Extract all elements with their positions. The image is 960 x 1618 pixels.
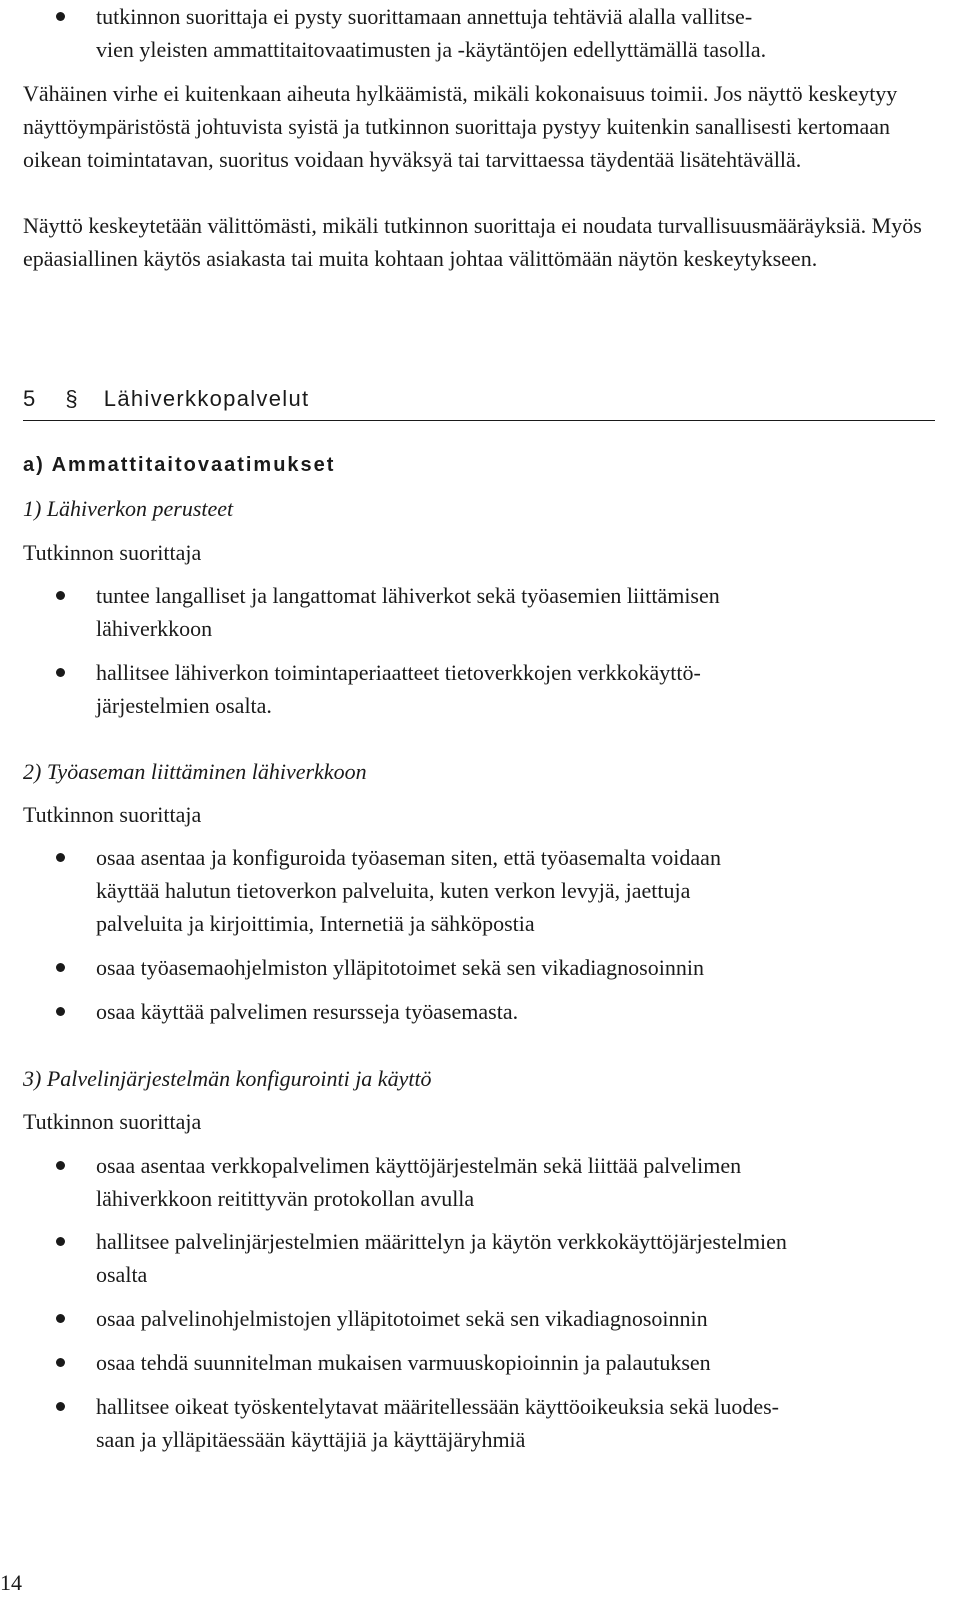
item-subject: Tutkinnon suorittaja [23,802,202,827]
bullet-icon [56,1402,65,1411]
section-number: 5 [23,386,37,411]
item-heading: 2) Työaseman liittäminen lähiverkkoon [23,759,367,784]
list-item-text: osaa asentaa ja konfiguroida työaseman siten, että työasemalta voidaan käyttää halutun tietoverkon palveluita, kuten verkon levyjä, jaettuja palveluita ja kirjoittimia, Internetiä ja sähköpostia [96,845,721,936]
page-number: 14 [0,1570,22,1595]
paragraph: Näyttö keskeytetään välittömästi, mikäli tutkinnon suorittaja ei noudata turvallisuusmääräyksiä. Myös epäasiallinen käytös asiakasta tai muita kohtaan johtaa välittömään näytön keskeytykseen. [23,213,922,271]
list-item-text: osaa käyttää palvelimen resursseja työasemasta. [96,999,519,1024]
section-title: Lähiverkkopalvelut [103,386,310,411]
list-item-text: hallitsee lähiverkon toimintaperiaatteet tietoverkkojen verkkokäyttö- järjestelmien osalta. [96,660,701,718]
bullet-icon [56,1314,65,1323]
bullet-icon [56,591,65,600]
item-heading: 1) Lähiverkon perusteet [23,496,234,521]
list-item-text: hallitsee palvelinjärjestelmien määrittelyn ja käytön verkkokäyttöjärjestelmien osalta [96,1229,787,1287]
bullet-icon [56,1237,65,1246]
list-item-text: osaa työasemaohjelmiston ylläpitotoimet sekä sen vikadiagnosoinnin [96,955,704,980]
item-subject: Tutkinnon suorittaja [23,540,202,565]
section-heading [23,383,935,415]
item-subject: Tutkinnon suorittaja [23,1109,202,1134]
list-item-text: tutkinnon suorittaja ei pysty suorittamaan annettuja tehtäviä alalla vallitse- vien yleisten ammattitaitovaatimusten ja -käytäntöjen edellyttämällä tasolla. [96,4,767,62]
section-divider [23,420,935,421]
list-item-text: tuntee langalliset ja langattomat lähiverkot sekä työasemien liittämisen lähiverkkoon [96,583,720,641]
bullet-icon [56,853,65,862]
bullet-icon [56,12,65,21]
bullet-icon [56,1161,65,1170]
bullet-icon [56,1007,65,1016]
bullet-icon [56,668,65,677]
subsection-title: a) Ammattitaitovaatimukset [23,454,336,476]
list-item-text: osaa asentaa verkkopalvelimen käyttöjärjestelmän sekä liittää palvelimen lähiverkkoon reitittyvän protokollan avulla [96,1153,742,1211]
paragraph: Vähäinen virhe ei kuitenkaan aiheuta hylkäämistä, mikäli kokonaisuus toimii. Jos näyttö keskeytyy näyttöympäristöstä johtuvista syistä ja tutkinnon suorittaja pystyy kuitenkin sanallisesti kertomaan oikean toimintatavan, suoritus voidaan hyväksyä tai tarvittaessa täydentää lisätehtävällä. [23,81,898,172]
list-item-text: hallitsee oikeat työskentelytavat määritellessään käyttöoikeuksia sekä luodes- saan ja ylläpitäessään käyttäjiä ja käyttäjäryhmiä [96,1394,779,1452]
bullet-icon [56,963,65,972]
section-sign: § [65,386,79,411]
list-item [56,0,936,66]
list-item-text: osaa tehdä suunnitelman mukaisen varmuuskopioinnin ja palautuksen [96,1350,711,1375]
list-item-text: osaa palvelinohjelmistojen ylläpitotoimet sekä sen vikadiagnosoinnin [96,1306,708,1331]
item-heading: 3) Palvelinjärjestelmän konfigurointi ja käyttö [23,1066,432,1091]
bullet-icon [56,1358,65,1367]
